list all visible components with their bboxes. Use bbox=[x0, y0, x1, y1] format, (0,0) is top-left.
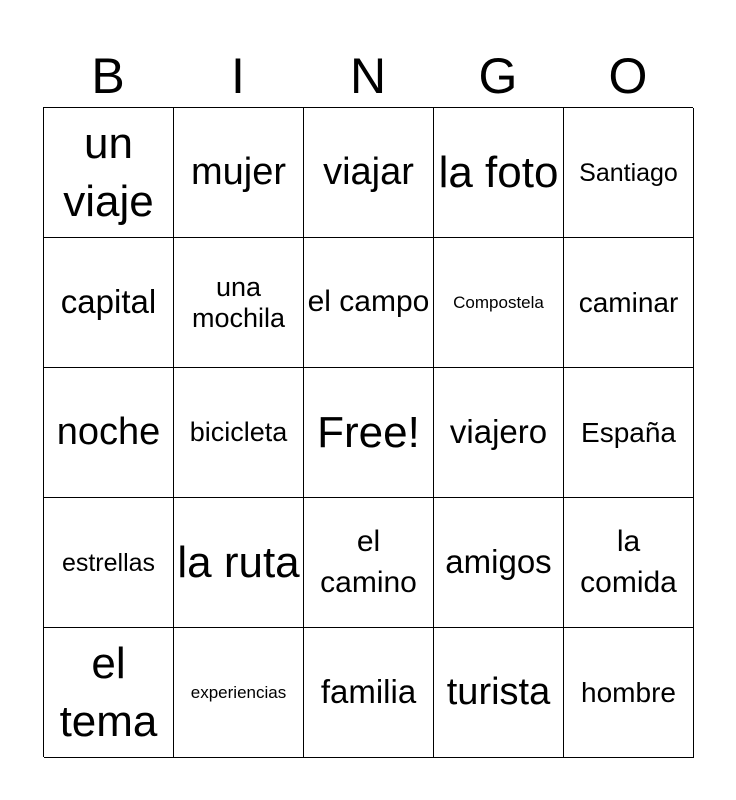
bingo-cell[interactable]: viajar bbox=[304, 108, 434, 238]
bingo-cell[interactable]: el tema bbox=[44, 628, 174, 758]
bingo-cell[interactable]: Santiago bbox=[564, 108, 694, 238]
bingo-cell[interactable]: bicicleta bbox=[174, 368, 304, 498]
bingo-cell[interactable]: amigos bbox=[434, 498, 564, 628]
bingo-cell[interactable]: viajero bbox=[434, 368, 564, 498]
bingo-cell[interactable]: una mochila bbox=[174, 238, 304, 368]
header-letter-i: I bbox=[231, 48, 245, 104]
bingo-cell[interactable]: caminar bbox=[564, 238, 694, 368]
bingo-cell[interactable]: la comida bbox=[564, 498, 694, 628]
bingo-cell[interactable]: familia bbox=[304, 628, 434, 758]
bingo-cell[interactable]: capital bbox=[44, 238, 174, 368]
free-space[interactable]: Free! bbox=[304, 368, 434, 498]
bingo-cell[interactable]: el campo bbox=[304, 238, 434, 368]
bingo-cell[interactable]: noche bbox=[44, 368, 174, 498]
bingo-cell[interactable]: la ruta bbox=[174, 498, 304, 628]
header-letter-g: G bbox=[478, 48, 518, 104]
bingo-cell[interactable]: hombre bbox=[564, 628, 694, 758]
bingo-cell[interactable]: España bbox=[564, 368, 694, 498]
bingo-header bbox=[43, 44, 693, 108]
bingo-cell[interactable]: estrellas bbox=[44, 498, 174, 628]
bingo-cell[interactable]: la foto bbox=[434, 108, 564, 238]
bingo-cell[interactable]: turista bbox=[434, 628, 564, 758]
bingo-cell[interactable]: experiencias bbox=[174, 628, 304, 758]
bingo-cell[interactable]: un viaje bbox=[44, 108, 174, 238]
bingo-cell[interactable]: mujer bbox=[174, 108, 304, 238]
header-letter-o: O bbox=[608, 48, 648, 104]
bingo-cell[interactable]: el camino bbox=[304, 498, 434, 628]
bingo-cell[interactable]: Compostela bbox=[434, 238, 564, 368]
bingo-board bbox=[43, 107, 693, 757]
header-letter-b: B bbox=[91, 48, 125, 104]
header-letter-n: N bbox=[349, 48, 387, 104]
